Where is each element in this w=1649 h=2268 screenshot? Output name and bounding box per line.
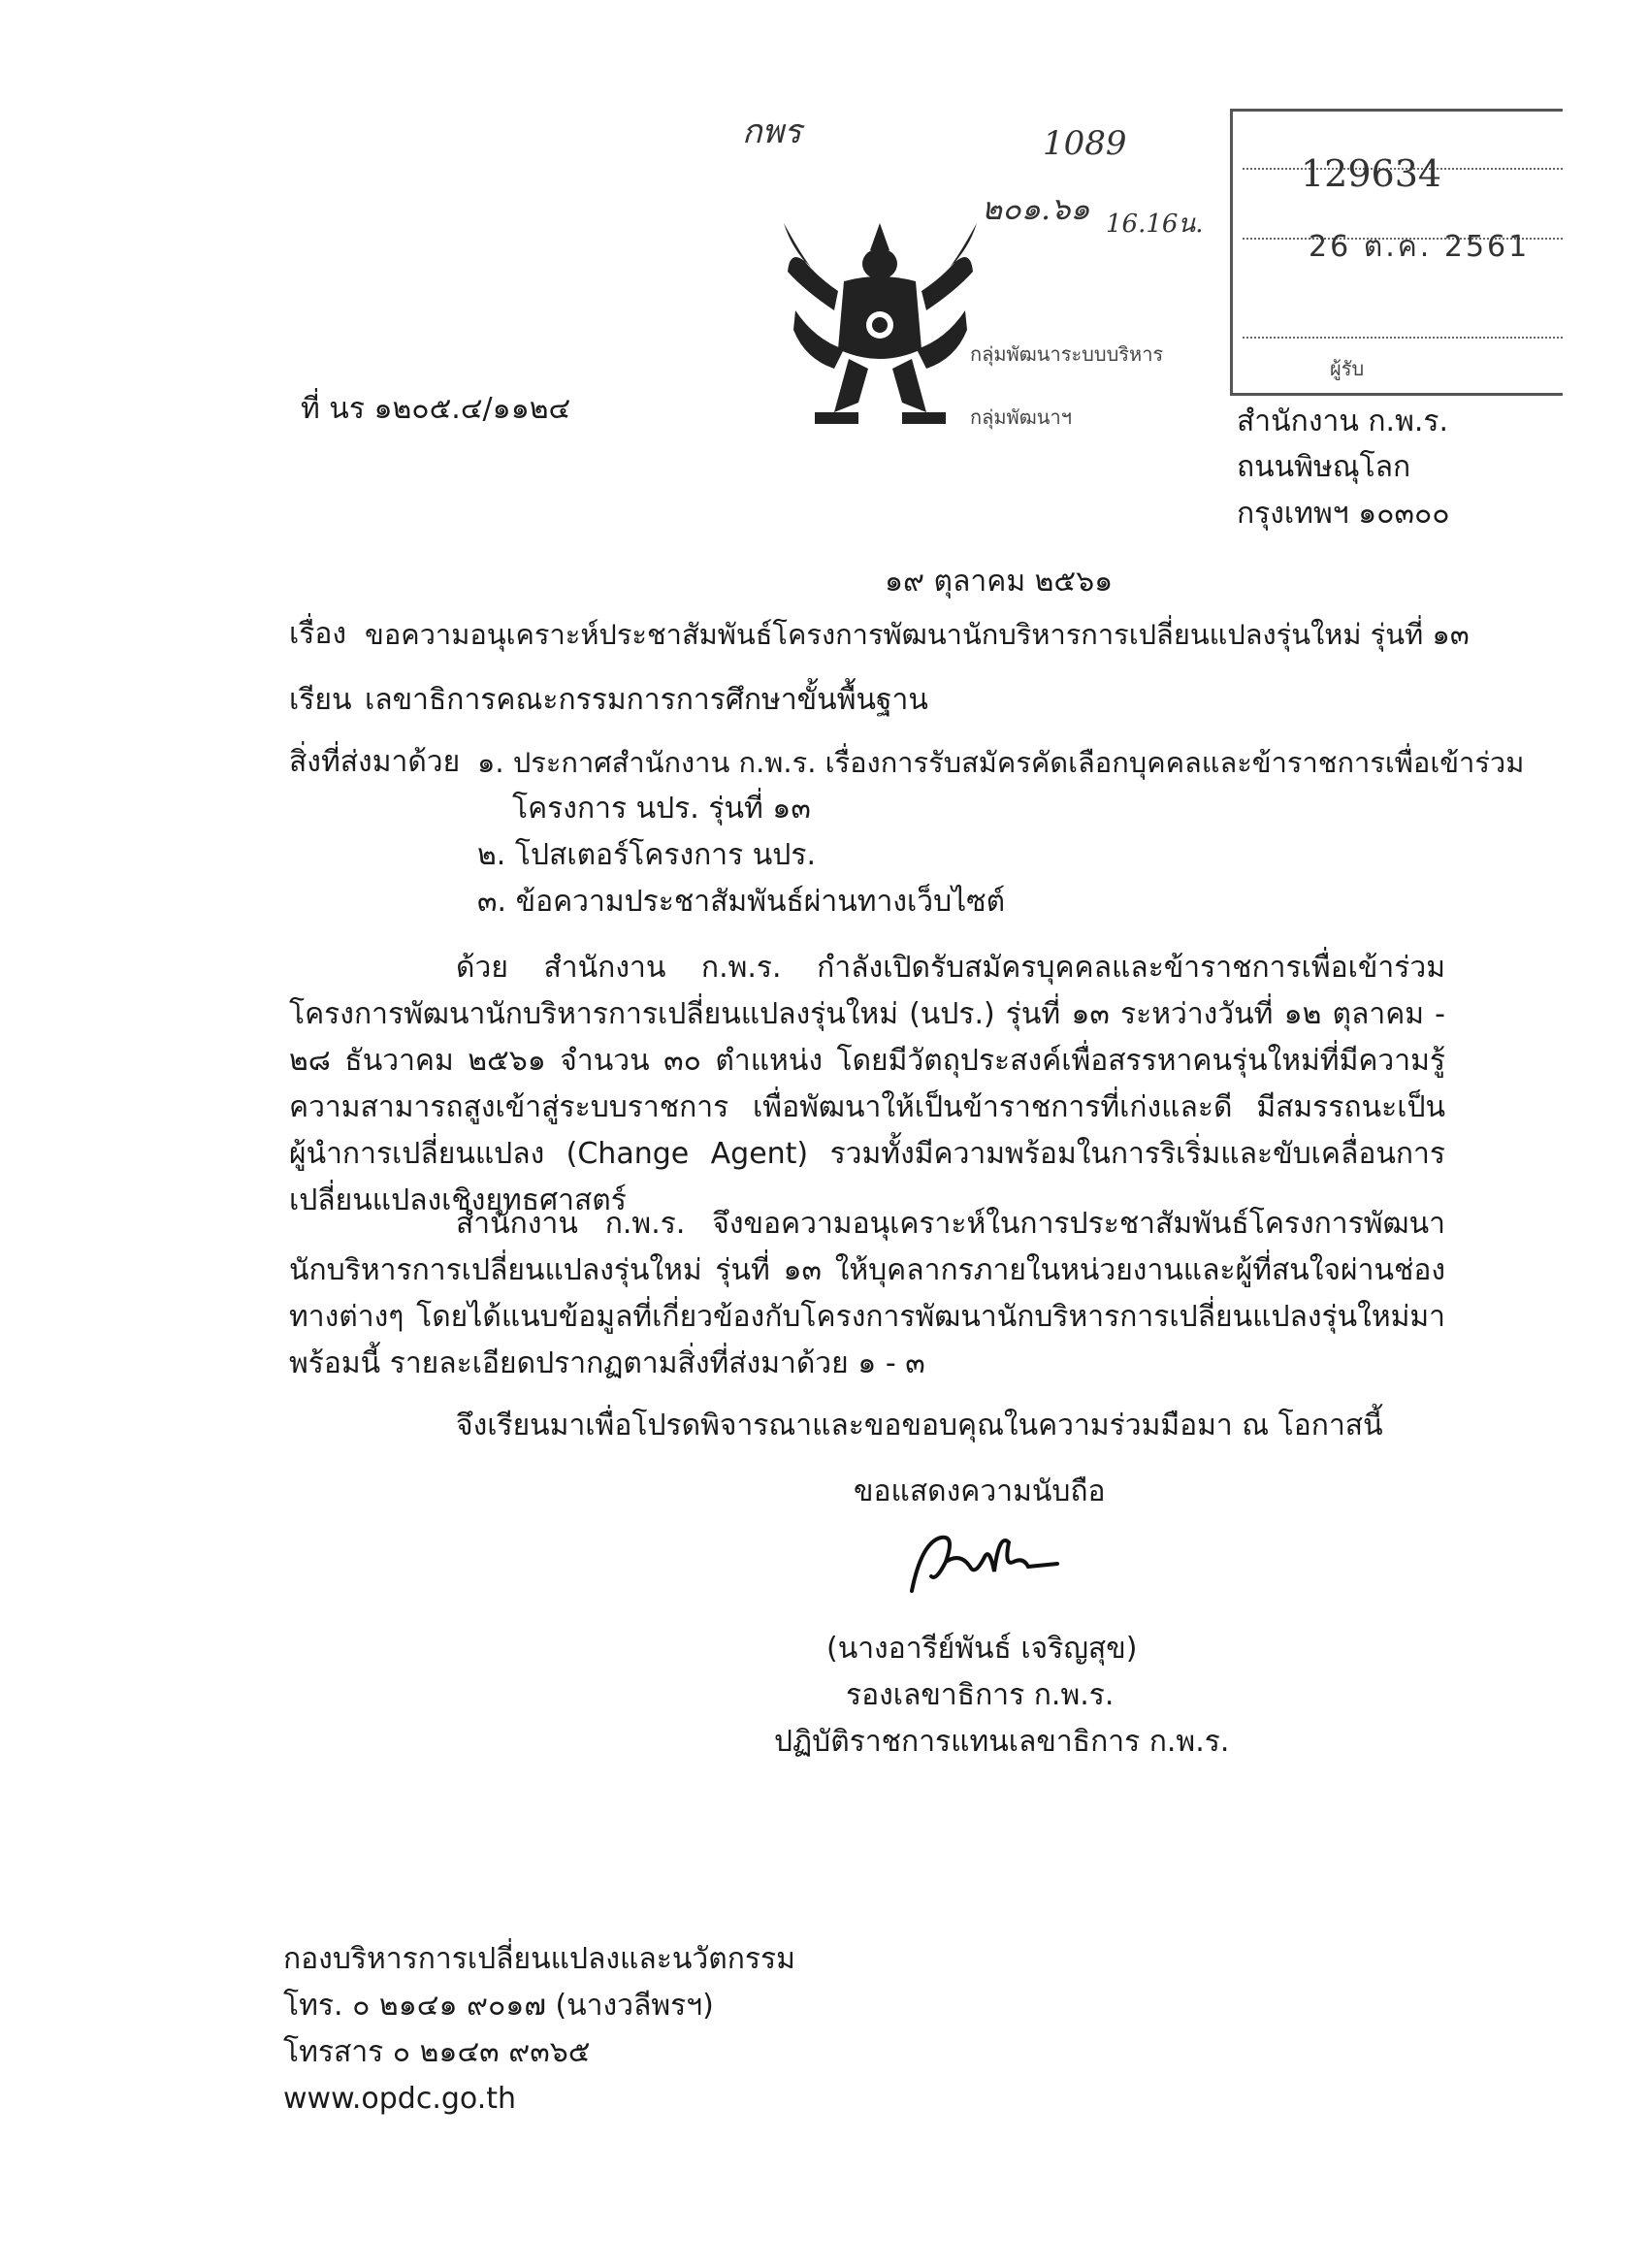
stamp-receiver-text: ผู้รับ: [1330, 357, 1365, 380]
footer-phone: โทร. ๐ ๒๑๔๑ ๙๐๑๗ (นางวลีพรฯ): [283, 1989, 714, 2023]
handwritten-receipt-time: 16.16น.: [1106, 210, 1204, 239]
handwritten-receipt-date: ๒๐๑.๖๑: [982, 190, 1090, 227]
body-paragraph-1-text: ด้วย สำนักงาน ก.พ.ร. กำลังเปิดรับสมัครบุคคลและข้าราชการเพื่อเข้าร่วมโครงการพัฒนานักบริหารการเปลี่ยนแปลงรุ่นใหม่ (นปร.) รุ่นที่ ๑๓ ระหว่างวันที่ ๑๒ ตุลาคม - ๒๘ ธันวาคม ๒๕๖๑ จำนวน ๓๐ ตำแหน่ง โดยมีวัตถุประสงค์เพื่อสรรหาคนรุ่นใหม่ที่มีความรู้ ความสามารถสูงเข้าสู่ระบบราชการ เพื่อพัฒนาให้เป็นข้าราชการที่เก่งและดี มีสมรรถนะเป็นผู้นำการเปลี่ยนแปลง (Change Agent) รวมทั้งมีความพร้อมในการริเริ่มและขับเคลื่อนการเปลี่ยนแปลงเชิงยุทธศาสตร์: [289, 951, 1445, 1217]
enclosure-item: ๓. ข้อความประชาสัมพันธ์ผ่านทางเว็บไซต์: [477, 885, 1006, 919]
receipt-stamp-box: [1230, 109, 1563, 396]
closing-sentence: จึงเรียนมาเพื่อโปรดพิจารณาและขอขอบคุณในความร่วมมือมา ณ โอกาสนี้: [456, 1409, 1383, 1442]
signatory-name: (นางอารีย์พันธ์ เจริญสุข): [826, 1632, 1138, 1666]
subject-label: เรื่อง: [289, 617, 347, 651]
subject-text: ขอความอนุเคราะห์ประชาสัมพันธ์โครงการพัฒนานักบริหารการเปลี่ยนแปลงรุ่นใหม่ รุ่นที่ ๑๓: [365, 618, 1470, 651]
enclosure-item: ๒. โปสเตอร์โครงการ นปร.: [477, 838, 816, 872]
handwritten-stamp-number: 129634: [1301, 152, 1442, 195]
signature-icon: [902, 1523, 1067, 1601]
handwritten-receipt-number: 1089: [1043, 124, 1127, 163]
footer-website[interactable]: www.opdc.go.th: [283, 2082, 517, 2116]
sender-address-line-1: สำนักงาน ก.พ.ร.: [1237, 405, 1449, 438]
handwritten-note-topleft: กพร: [742, 113, 802, 151]
recipient-text: เลขาธิการคณะกรรมการการศึกษาขั้นพื้นฐาน: [365, 683, 928, 717]
recipient-label: เรียน: [289, 683, 352, 717]
garuda-emblem-icon: [776, 204, 985, 446]
body-paragraph-2-text: สำนักงาน ก.พ.ร. จึงขอความอนุเคราะห์ในการประชาสัมพันธ์โครงการพัฒนานักบริหารการเปลี่ยนแปลงรุ่นใหม่ รุ่นที่ ๑๓ ให้บุคลากรภายในหน่วยงานและผู้ที่สนใจผ่านช่องทางต่างๆ โดยได้แนบข้อมูลที่เกี่ยวข้องกับโครงการพัฒนานักบริหารการเปลี่ยนแปลงรุ่นใหม่มาพร้อมนี้ รายละเอียดปรากฏตามสิ่งที่ส่งมาด้วย ๑ - ๓: [289, 1207, 1445, 1380]
stamp-dept-text: กลุ่มพัฒนาระบบบริหาร: [970, 342, 1164, 366]
enclosures-label: สิ่งที่ส่งมาด้วย: [289, 745, 461, 779]
stamp-date-text: 26 ต.ค. 2561: [1309, 230, 1531, 264]
stamp-unit-text: กลุ่มพัฒนาฯ: [970, 405, 1072, 429]
footer-division: กองบริหารการเปลี่ยนแปลงและนวัตกรรม: [283, 1942, 795, 1976]
enclosure-item: ๑. ประกาศสำนักงาน ก.พ.ร. เรื่องการรับสมัครคัดเลือกบุคคลและข้าราชการเพื่อเข้าร่วม: [477, 746, 1525, 779]
sender-address-line-2: ถนนพิษณุโลก: [1237, 450, 1411, 484]
sender-address-line-3: กรุงเทพฯ ๑๐๓๐๐: [1237, 497, 1450, 531]
body-paragraph-2: [289, 1201, 1445, 1387]
enclosure-item-continued: โครงการ นปร. รุ่นที่ ๑๓: [512, 792, 811, 826]
letter-date: ๑๙ ตุลาคม ๒๕๖๑: [885, 565, 1114, 599]
footer-fax: โทรสาร ๐ ๒๑๔๓ ๙๓๖๕: [283, 2035, 591, 2069]
body-paragraph-1: [289, 945, 1445, 1224]
signatory-title: รองเลขาธิการ ก.พ.ร.: [846, 1678, 1115, 1712]
signatory-acting-title: ปฏิบัติราชการแทนเลขาธิการ ก.พ.ร.: [774, 1725, 1230, 1759]
reference-number: ที่ นร ๑๒๐๕.๔/๑๑๒๔: [301, 392, 571, 426]
salutation: ขอแสดงความนับถือ: [854, 1474, 1106, 1508]
